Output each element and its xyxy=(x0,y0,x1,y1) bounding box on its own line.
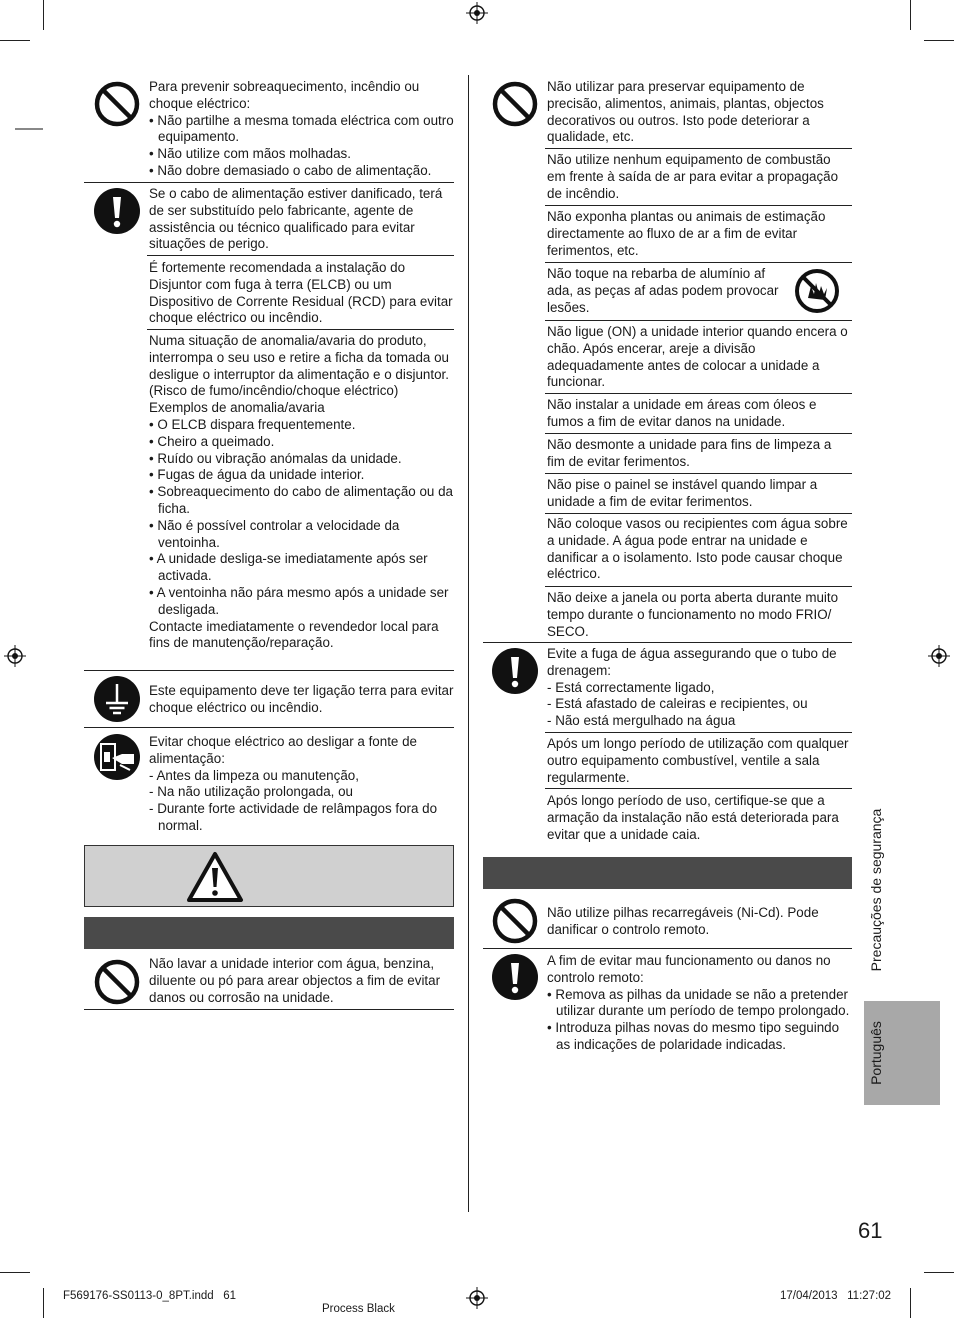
language-label: Português xyxy=(868,1021,884,1085)
section-band xyxy=(483,857,852,889)
caution-box xyxy=(84,845,454,907)
list-item: • A ventoinha não pára mesmo após a unidade ser desligada. xyxy=(149,585,454,619)
caution-triangle-icon xyxy=(186,851,244,903)
divider xyxy=(84,727,454,728)
warning-item: Não toque na rebarba de alumínio af ada, as peças af adas podem provocar lesões. xyxy=(547,266,779,315)
divider xyxy=(84,1009,454,1010)
warning-item: Não coloque vasos ou recipientes com água sobre a unidade. A água pode entrar na unidade e danificar a o isolamento. Isto pode causar choque eléctrico. xyxy=(547,516,848,582)
earth-ground-icon xyxy=(94,676,140,722)
warning-item: Após um longo período de utilização com qualquer outro equipamento combustível, ventile a sala regularmente. xyxy=(547,736,849,785)
crop-mark xyxy=(910,0,911,30)
list-item: • A unidade desliga-se imediatamente após ser activada. xyxy=(149,551,454,585)
list-item: • Introduza pilhas novas do mesmo tipo seguindo as indicações de polaridade indicadas. xyxy=(547,1020,852,1054)
prohibition-icon xyxy=(94,959,140,1005)
divider xyxy=(545,586,852,587)
prohibition-icon xyxy=(492,81,538,127)
section-side-label xyxy=(864,790,888,990)
divider xyxy=(545,148,852,149)
divider xyxy=(545,393,852,394)
footer-process: Process Black xyxy=(322,1303,395,1315)
mandatory-action-icon xyxy=(492,954,538,1000)
divider xyxy=(545,262,852,263)
divider xyxy=(84,182,454,183)
warning-item xyxy=(149,333,454,652)
registration-mark-icon xyxy=(466,2,488,24)
crop-mark xyxy=(924,40,954,41)
divider xyxy=(545,320,852,321)
item-text: A fim de evitar mau funcionamento ou danos no controlo remoto: xyxy=(547,953,831,985)
warning-item: Não desmonte a unidade para fins de limpeza a fim de evitar ferimentos. xyxy=(547,437,832,469)
warning-item xyxy=(149,734,454,835)
crop-mark xyxy=(910,1288,911,1318)
item-text: Exemplos de anomalia/avaria xyxy=(149,400,325,416)
warning-item: Não deixe a janela ou porta aberta durante muito tempo durante o funcionamento no modo FRIO/ SECO. xyxy=(547,590,839,639)
warning-item: Não instalar a unidade em áreas com óleos e fumos a fim de evitar danos na unidade. xyxy=(547,397,817,429)
divider xyxy=(545,205,852,206)
page-number: 61 xyxy=(858,1218,883,1243)
margin-mark xyxy=(15,128,43,130)
warning-item xyxy=(149,79,454,180)
mandatory-action-icon xyxy=(492,648,538,694)
warning-item: Não exponha plantas ou animais de estimação directamente ao fluxo de ar a fim de evitar ferimentos, etc. xyxy=(547,209,826,258)
list-item: • Remova as pilhas da unidade se não a pretender utilizar durante um período de tempo prolongado. xyxy=(547,987,852,1021)
list-item: • Ruído ou vibração anómalas da unidade. xyxy=(149,451,454,468)
divider xyxy=(545,788,852,789)
crop-mark xyxy=(924,1272,954,1273)
list-item: - Está correctamente ligado, xyxy=(547,680,852,697)
item-text: Contacte imediatamente o revendedor local para fins de manutenção/reparação. xyxy=(149,618,439,651)
list-item: • Fugas de água da unidade interior. xyxy=(149,467,454,484)
list-item: - Não está mergulhado na água xyxy=(547,713,852,730)
warning-item: Não ligue (ON) a unidade interior quando encera o chão. Após encerar, areje a divisão adequadamente antes de colocar a unidade a funcionar. xyxy=(547,324,848,390)
prohibition-icon xyxy=(94,81,140,127)
warning-item xyxy=(547,953,852,1054)
divider xyxy=(84,670,454,671)
crop-mark xyxy=(43,1288,44,1318)
warning-item: Não lavar a unidade interior com água, benzina, diluente ou pó para arear objectos a fim de evitar danos ou corrosão na unidade. xyxy=(149,956,441,1005)
list-item: - Antes da limpeza ou manutenção, xyxy=(149,768,454,785)
warning-item: Este equipamento deve ter ligação terra para evitar choque eléctrico ou incêndio. xyxy=(149,683,454,715)
crop-mark xyxy=(43,0,44,30)
divider xyxy=(483,948,852,949)
divider xyxy=(483,75,852,76)
divider xyxy=(545,732,852,733)
column-divider xyxy=(468,75,469,1212)
list-item: • Não é possível controlar a velocidade da ventoinha. xyxy=(149,518,454,552)
item-text: Para prevenir sobreaquecimento, incêndio ou choque eléctrico: xyxy=(149,79,420,111)
warning-item: Não utilize nenhum equipamento de combustão em frente à saída de ar para evitar a propagação de incêndio. xyxy=(547,152,839,201)
divider xyxy=(483,642,852,643)
item-text: Numa situação de anomalia/avaria do produto, interrompa o seu uso e retire a ficha da tomada ou desligue o interruptor da alimentação e o disjuntor. xyxy=(149,333,449,382)
warning-item xyxy=(547,646,852,730)
list-item: - Durante forte actividade de relâmpagos fora do normal. xyxy=(149,801,454,835)
list-item: - Na não utilização prolongada, ou xyxy=(149,784,454,801)
crop-mark xyxy=(0,40,30,41)
divider xyxy=(147,255,454,256)
unplug-icon xyxy=(94,734,140,780)
section-title: Precauções de segurança xyxy=(868,808,884,972)
section-band xyxy=(84,917,454,949)
item-text: Evite a fuga de água assegurando que o tubo de drenagem: xyxy=(547,646,837,678)
list-item: • Cheiro a queimado. xyxy=(149,434,454,451)
list-item: • Não dobre demasiado o cabo de alimentação. xyxy=(149,163,454,180)
warning-item: Não utilize pilhas recarregáveis (Ni-Cd). Pode danificar o controlo remoto. xyxy=(547,905,819,937)
registration-mark-icon xyxy=(466,1287,488,1309)
item-text: (Risco de fumo/incêndio/choque eléctrico) xyxy=(149,383,399,399)
warning-item: Não utilizar para preservar equipamento de precisão, alimentos, animais, plantas, objectos decorativos ou outros. Isto pode deteriorar a qualidade, etc. xyxy=(547,79,824,145)
no-touch-icon xyxy=(794,268,840,314)
registration-mark-icon xyxy=(4,645,26,667)
divider xyxy=(545,473,852,474)
crop-mark xyxy=(0,1272,30,1273)
list-item: • O ELCB dispara frequentemente. xyxy=(149,417,454,434)
list-item: • Não partilhe a mesma tomada eléctrica com outro equipamento. xyxy=(149,113,454,147)
prohibition-icon xyxy=(492,898,538,944)
warning-item: Se o cabo de alimentação estiver danificado, terá de ser substituído pelo fabricante, agente de assistência ou técnico qualificado para evitar situações de perigo. xyxy=(149,186,443,252)
list-item: • Sobreaquecimento do cabo de alimentação ou da ficha. xyxy=(149,484,454,518)
item-text: Evitar choque eléctrico ao desligar a fonte de alimentação: xyxy=(149,734,417,766)
registration-mark-icon xyxy=(928,645,950,667)
list-item: • Não utilize com mãos molhadas. xyxy=(149,146,454,163)
warning-item: Não pise o painel se instável quando limpar a unidade a fim de evitar ferimentos. xyxy=(547,477,818,509)
warning-item: Após longo período de uso, certifique-se que a armação da instalação não está deteriorada para evitar que a unidade caia. xyxy=(547,793,839,842)
warning-item: É fortemente recomendada a instalação do Disjuntor com fuga à terra (ELCB) ou um Dispositivo de Corrente Residual (RCD) para evitar choque eléctrico ou incêndio. xyxy=(149,260,453,326)
divider xyxy=(545,513,852,514)
mandatory-action-icon xyxy=(94,188,140,234)
divider xyxy=(545,433,852,434)
divider xyxy=(147,329,454,330)
footer-file: F569176-SS0113-0_8PT.indd 61 xyxy=(63,1290,237,1302)
list-item: - Está afastado de caleiras e recipientes, ou xyxy=(547,696,852,713)
footer-datetime: 17/04/2013 11:27:02 xyxy=(780,1290,892,1302)
language-tab xyxy=(864,1001,940,1105)
